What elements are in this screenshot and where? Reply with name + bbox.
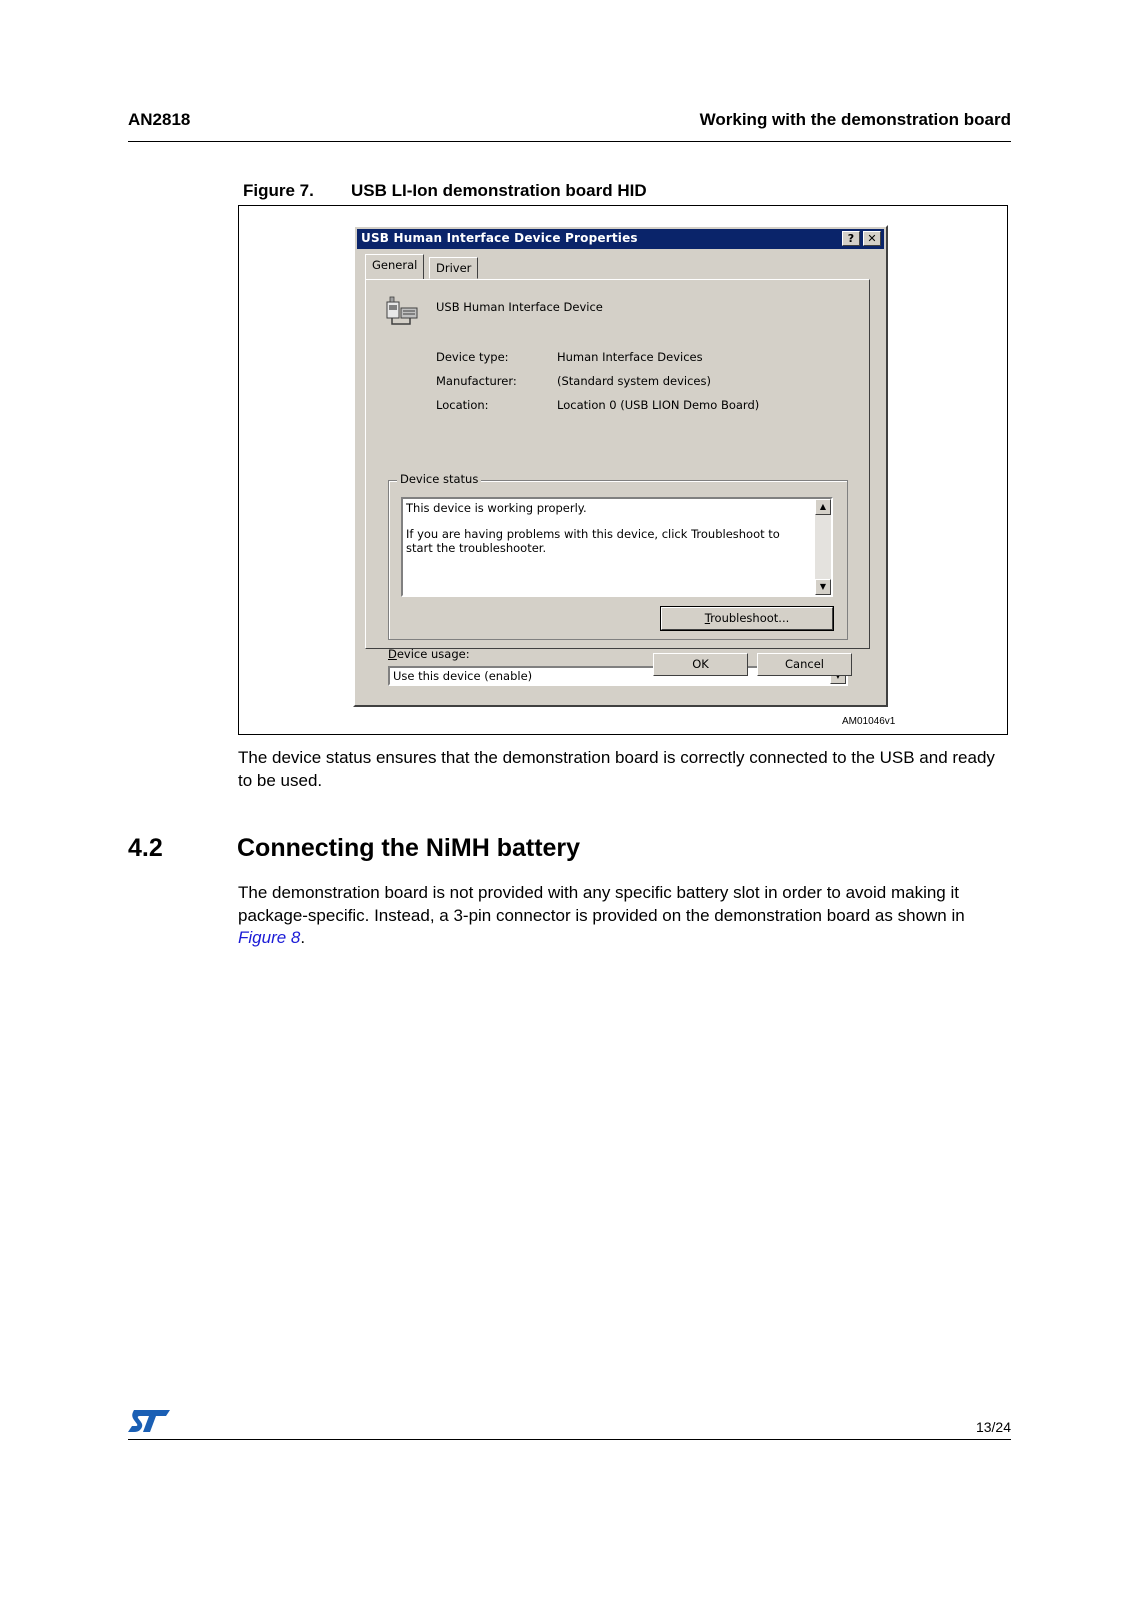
device-usage-label bbox=[388, 647, 470, 661]
dialog-titlebar bbox=[357, 229, 884, 249]
dialog-title: USB Human Interface Device Properties bbox=[361, 231, 638, 245]
prop-label-manufacturer: Manufacturer: bbox=[436, 374, 517, 388]
troubleshoot-label: roubleshoot... bbox=[710, 611, 790, 625]
status-line-1: This device is working properly. bbox=[406, 501, 587, 515]
doc-id: AN2818 bbox=[128, 110, 191, 129]
device-usage-value: Use this device (enable) bbox=[393, 669, 533, 683]
st-logo bbox=[128, 1408, 172, 1434]
page-number: 13/24 bbox=[975, 1419, 1011, 1435]
status-textbox[interactable] bbox=[401, 497, 833, 597]
figure-code: AM01046v1 bbox=[842, 716, 896, 727]
prop-value-location: Location 0 (USB LION Demo Board) bbox=[557, 398, 760, 412]
paragraph-device-status: The device status ensures that the demonstration board is correctly connected to the USB and ready to be used. bbox=[238, 748, 995, 790]
prop-value-manufacturer: (Standard system devices) bbox=[557, 374, 711, 388]
figure-title: USB LI-Ion demonstration board HID bbox=[351, 181, 647, 200]
tab-driver[interactable]: Driver bbox=[429, 257, 478, 279]
device-name: USB Human Interface Device bbox=[436, 300, 603, 314]
running-section-title: Working with the demonstration board bbox=[699, 110, 1011, 129]
paragraph-battery-end: . bbox=[300, 928, 306, 947]
ok-button[interactable]: OK bbox=[653, 653, 748, 676]
prop-value-device-type: Human Interface Devices bbox=[557, 350, 703, 364]
help-button[interactable]: ? bbox=[842, 231, 860, 246]
usage-label-text: evice usage: bbox=[396, 647, 470, 661]
paragraph-battery-text: The demonstration board is not provided with any specific battery slot in order to avoid making it package-specific. Instead, a 3-pin connector is provided on the demonstration board as shown in bbox=[238, 883, 965, 925]
prop-label-location: Location: bbox=[436, 398, 489, 412]
scroll-down-icon[interactable]: ▼ bbox=[815, 579, 831, 595]
device-status-title: Device status bbox=[397, 472, 481, 486]
status-line-2: If you are having problems with this device, click Troubleshoot to start the troubleshooter. bbox=[406, 527, 780, 555]
properties-dialog bbox=[353, 225, 888, 707]
section-title: Connecting the NiMH battery bbox=[237, 834, 581, 862]
cancel-button[interactable]: Cancel bbox=[757, 653, 852, 676]
figure-number: Figure 7. bbox=[243, 181, 314, 200]
scroll-up-icon[interactable]: ▲ bbox=[815, 499, 831, 515]
tab-general[interactable]: General bbox=[365, 254, 424, 279]
troubleshoot-button[interactable] bbox=[661, 607, 833, 630]
figure-8-link[interactable]: Figure 8 bbox=[238, 928, 301, 947]
device-status-group bbox=[388, 472, 848, 640]
footer-rule bbox=[128, 1439, 1011, 1440]
paragraph-battery bbox=[238, 882, 1008, 950]
status-scrollbar[interactable] bbox=[815, 499, 831, 595]
header-rule bbox=[128, 141, 1011, 142]
close-button[interactable]: ✕ bbox=[863, 231, 881, 246]
troubleshoot-accel: T bbox=[704, 611, 711, 625]
section-number: 4.2 bbox=[128, 834, 163, 862]
prop-label-device-type: Device type: bbox=[436, 350, 509, 364]
usb-device-icon bbox=[384, 296, 420, 328]
usage-accel: D bbox=[388, 647, 397, 661]
